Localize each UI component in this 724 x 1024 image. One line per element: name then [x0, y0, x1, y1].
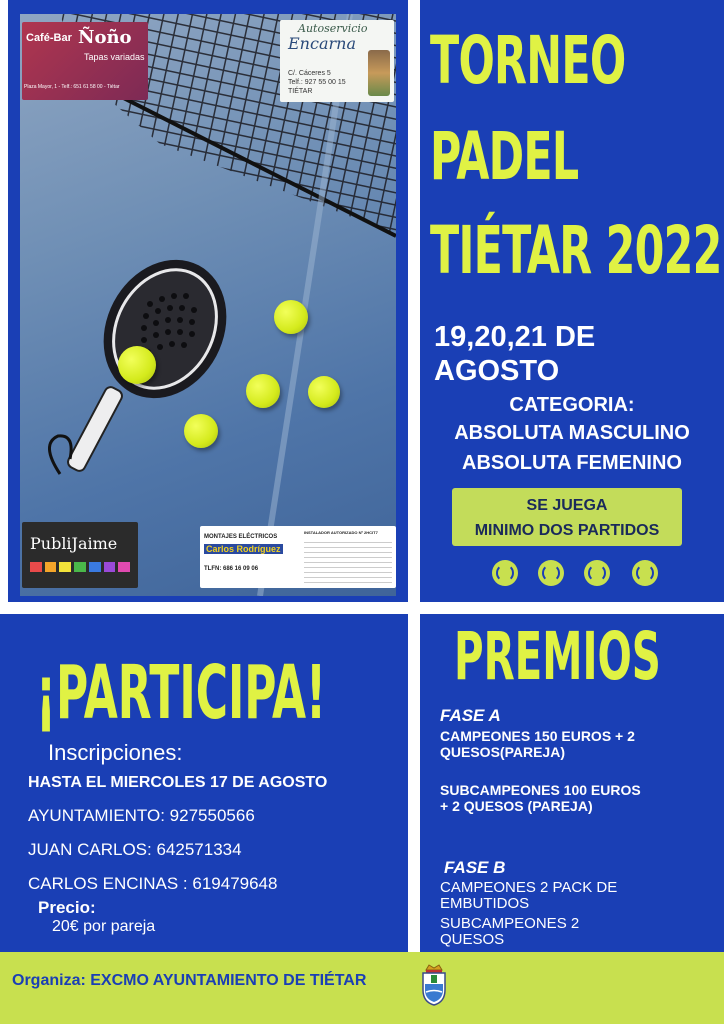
info-box — [452, 488, 682, 546]
fase-a-label: FASE A — [440, 706, 501, 725]
footer-label: Organiza: — [12, 972, 86, 989]
cafe-bar-logo — [22, 22, 148, 100]
title-line-2: PADEL — [430, 118, 579, 195]
contact-line: CARLOS ENCINAS : 619479648 — [28, 874, 278, 893]
autoservicio-town: TIÉTAR — [288, 88, 313, 95]
publijaime-name: PubliJaime — [30, 534, 118, 553]
autoservicio-name-main: Encarna — [288, 34, 356, 53]
tennis-ball-icon — [492, 560, 518, 586]
prize-item: SUBCAMPEONES 2 QUESOS — [440, 915, 580, 948]
tennis-ball-1 — [118, 346, 156, 384]
info-box-line-1: SE JUEGA — [526, 497, 608, 514]
dates-line-2: AGOSTO — [434, 355, 560, 387]
title-line-1: TORNEO — [430, 22, 626, 99]
category-label: CATEGORIA: — [509, 394, 635, 416]
deadline-text: HASTA EL MIERCOLES 17 DE AGOSTO — [28, 774, 328, 791]
padel-photo — [20, 14, 396, 596]
autoservicio-address: C/. Cáceres 5 — [288, 70, 331, 77]
fase-b-label: FASE B — [444, 858, 506, 877]
montajes-line2: Carlos Rodríguez — [206, 544, 281, 554]
tennis-ball-icon — [538, 560, 564, 586]
category-item: ABSOLUTA MASCULINO — [454, 422, 690, 444]
category-item: ABSOLUTA FEMENINO — [462, 452, 682, 474]
participa-panel — [0, 614, 408, 952]
montajes-header: INSTALADOR AUTORIZADO Nº 2HCIT7 — [304, 530, 378, 535]
autoservicio-logo — [280, 20, 394, 102]
tennis-ball-2 — [274, 300, 308, 334]
contact-line: AYUNTAMIENTO: 927550566 — [28, 806, 255, 825]
autoservicio-name-top: Autoservicio — [298, 22, 368, 35]
cafe-bar-name-main: Ñoño — [78, 27, 132, 48]
prize-item: CAMPEONES 150 EUROS + 2 QUESOS(PAREJA) — [440, 728, 635, 760]
montajes-line1: MONTAJES ELÉCTRICOS — [204, 534, 278, 540]
publijaime-color-bar — [30, 562, 130, 572]
contact-line: JUAN CARLOS: 642571334 — [28, 840, 242, 859]
price-label: Precio: — [38, 898, 96, 917]
montajes-phone: TLFN: 686 16 09 06 — [204, 566, 259, 572]
info-box-line-2: MINIMO DOS PARTIDOS — [474, 522, 660, 539]
premios-title: PREMIOS — [454, 618, 661, 695]
tennis-ball-4 — [308, 376, 340, 408]
publijaime-logo — [22, 522, 138, 588]
premios-panel — [420, 614, 724, 952]
tennis-ball-icon — [632, 560, 658, 586]
cafe-bar-address: Plaza Mayor, 1 - Telf.: 651 61 58 00 - Tiétar — [24, 84, 120, 90]
prize-item: CAMPEONES 2 PACK DE EMBUTIDOS — [440, 879, 618, 912]
crest-icon — [420, 962, 448, 1006]
dates-line-1: 19,20,21 DE — [434, 321, 596, 353]
cafe-bar-tagline: Tapas variadas — [84, 52, 145, 62]
tennis-ball-3 — [246, 374, 280, 408]
footer-organizer: EXCMO AYUNTAMIENTO DE TIÉTAR — [90, 972, 367, 989]
title-line-3: TIÉTAR 2022 — [430, 212, 722, 289]
inscripciones-label: Inscripciones: — [48, 740, 183, 765]
autoservicio-phone: Telf.: 927 55 00 15 — [288, 79, 346, 86]
tennis-ball-icon — [584, 560, 610, 586]
photo-panel — [8, 0, 408, 602]
footer — [0, 952, 724, 1024]
tennis-ball-5 — [184, 414, 218, 448]
prize-item: SUBCAMPEONES 100 EUROS + 2 QUESOS (PAREJA) — [440, 782, 641, 814]
participa-title: ¡PARTICIPA! — [36, 650, 327, 736]
price-value: 20€ por pareja — [52, 918, 156, 935]
title-panel — [420, 0, 724, 602]
montajes-logo — [200, 526, 396, 588]
montajes-service-list — [304, 538, 392, 584]
autoservicio-photo — [368, 50, 390, 96]
footer-text — [12, 972, 366, 990]
cafe-bar-name-top: Café-Bar — [26, 32, 72, 44]
